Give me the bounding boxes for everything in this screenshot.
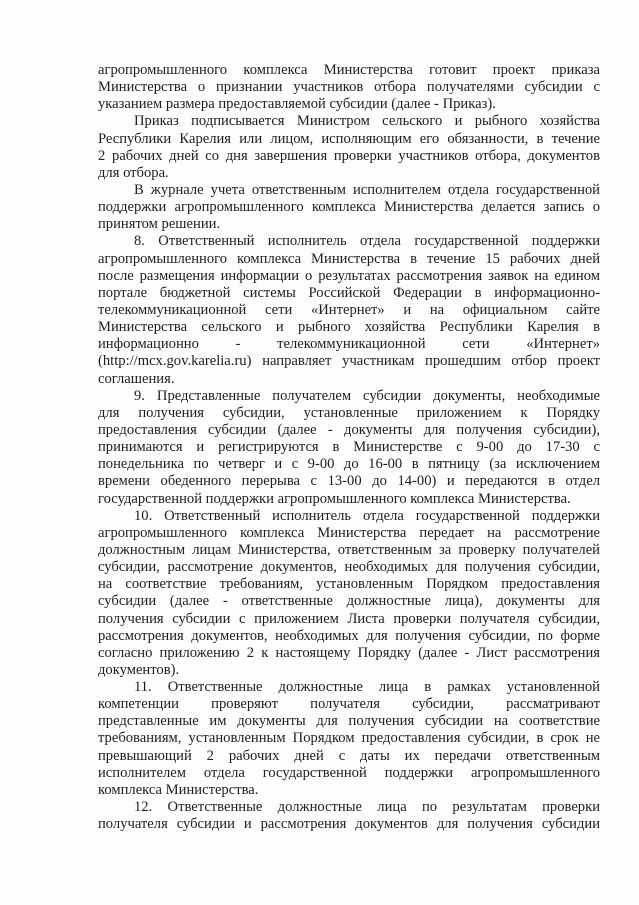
- text-line: на соответствие требованиям, установленным Порядком предоставления: [98, 576, 600, 593]
- text-line: 10. Ответственный исполнитель отдела государственной поддержки: [134, 507, 600, 524]
- text-line: превышающий 2 рабочих дней с даты их передачи ответственным: [98, 747, 600, 764]
- text-line: после размещения информации о результатах рассмотрения заявок на едином: [98, 267, 600, 284]
- paragraph: [98, 233, 600, 387]
- text-line: 12. Ответственные должностные лица по результатам проверки: [134, 799, 600, 816]
- text-line: для отбора.: [98, 164, 169, 181]
- text-line: получения субсидии с приложением Листа проверки получателя субсидии,: [98, 610, 600, 627]
- text-line: Министерства о признании участников отбора получателями субсидии с: [98, 79, 600, 96]
- paragraph: [98, 62, 600, 113]
- text-line: портале бюджетной системы Российской Федерации в информационно-: [98, 284, 600, 301]
- text-line: рассмотрения документов, необходимых для получения субсидии, по форме: [98, 627, 600, 644]
- text-line: для получения субсидии, установленные приложением к Порядку: [98, 404, 600, 421]
- paragraph: [98, 182, 600, 233]
- text-line: соглашения.: [98, 370, 175, 387]
- text-line: компетенции проверяют получателя субсидии, рассматривают: [98, 696, 600, 713]
- text-line: 11. Ответственные должностные лица в рамках установленной: [134, 679, 600, 696]
- text-line: комплекса Министерства.: [98, 781, 259, 798]
- text-line: представленные им документы для получения субсидии на соответствие: [98, 713, 600, 730]
- paragraph: [98, 679, 600, 799]
- paragraph: [98, 799, 600, 833]
- paragraph: [98, 388, 600, 508]
- text-line: В журнале учета ответственным исполнителем отдела государственной: [134, 181, 600, 198]
- paragraph: [98, 113, 600, 182]
- text-line: понедельника по четверг и с 9-00 до 16-00 в пятницу (за исключением: [98, 456, 600, 473]
- text-line: Приказ подписывается Министром сельского и рыбного хозяйства: [134, 113, 600, 130]
- text-line: агропромышленного комплекса Министерства передает на рассмотрение: [98, 524, 600, 541]
- text-line: субсидии, рассмотрение документов, необходимых для получения субсидии,: [98, 559, 600, 576]
- text-line: государственной поддержки агропромышленного комплекса Министерства.: [98, 490, 571, 507]
- text-line: получателя субсидии и рассмотрения документов для получения субсидии: [98, 816, 600, 833]
- text-line: 2 рабочих дней со дня завершения проверки участников отбора, документов: [98, 147, 600, 164]
- paragraph: [98, 508, 600, 679]
- text-line: Республики Карелия или лицом, исполняющим его обязанности, в течение: [98, 130, 600, 147]
- text-line: информационно - телекоммуникационной сети «Интернет»: [98, 336, 600, 353]
- text-line: 9. Представленные получателем субсидии документы, необходимые: [134, 387, 600, 404]
- text-line: субсидии (далее - ответственные должностные лица), документы для: [98, 593, 600, 610]
- text-line: времени обеденного перерыва с 13-00 до 14-00) и передаются в отдел: [98, 473, 600, 490]
- document-body: [98, 62, 600, 833]
- text-line: 8. Ответственный исполнитель отдела государственной поддержки: [134, 233, 600, 250]
- text-line: исполнителем отдела государственной поддержки агропромышленного: [98, 764, 600, 781]
- text-line: предоставления субсидии (далее - документы для получения субсидии),: [98, 421, 600, 438]
- text-line: телекоммуникационной сети «Интернет» и на официальном сайте: [98, 301, 600, 318]
- text-line: требованиям, установленным Порядком предоставления субсидии, в срок не: [98, 730, 600, 747]
- text-line: документов).: [98, 661, 180, 678]
- text-line: принятом решении.: [98, 216, 221, 233]
- text-line: агропромышленного комплекса Министерства в течение 15 рабочих дней: [98, 250, 600, 267]
- text-line: должностным лицам Министерства, ответственным за проверку получателей: [98, 541, 600, 558]
- text-line: принимаются и регистрируются в Министерстве с 9-00 до 17-30 с: [98, 439, 600, 456]
- text-line: согласно приложению 2 к настоящему Порядку (далее - Лист рассмотрения: [98, 644, 600, 661]
- text-line: (http://mcx.gov.karelia.ru) направляет участникам прошедшим отбор проект: [98, 353, 600, 370]
- text-line: агропромышленного комплекса Министерства готовит проект приказа: [98, 62, 600, 78]
- text-line: поддержки агропромышленного комплекса Министерства делается запись о: [98, 199, 600, 216]
- text-line: указанием размера предоставляемой субсидии (далее - Приказ).: [98, 96, 496, 113]
- text-line: Министерства сельского и рыбного хозяйства Республики Карелия в: [98, 319, 600, 336]
